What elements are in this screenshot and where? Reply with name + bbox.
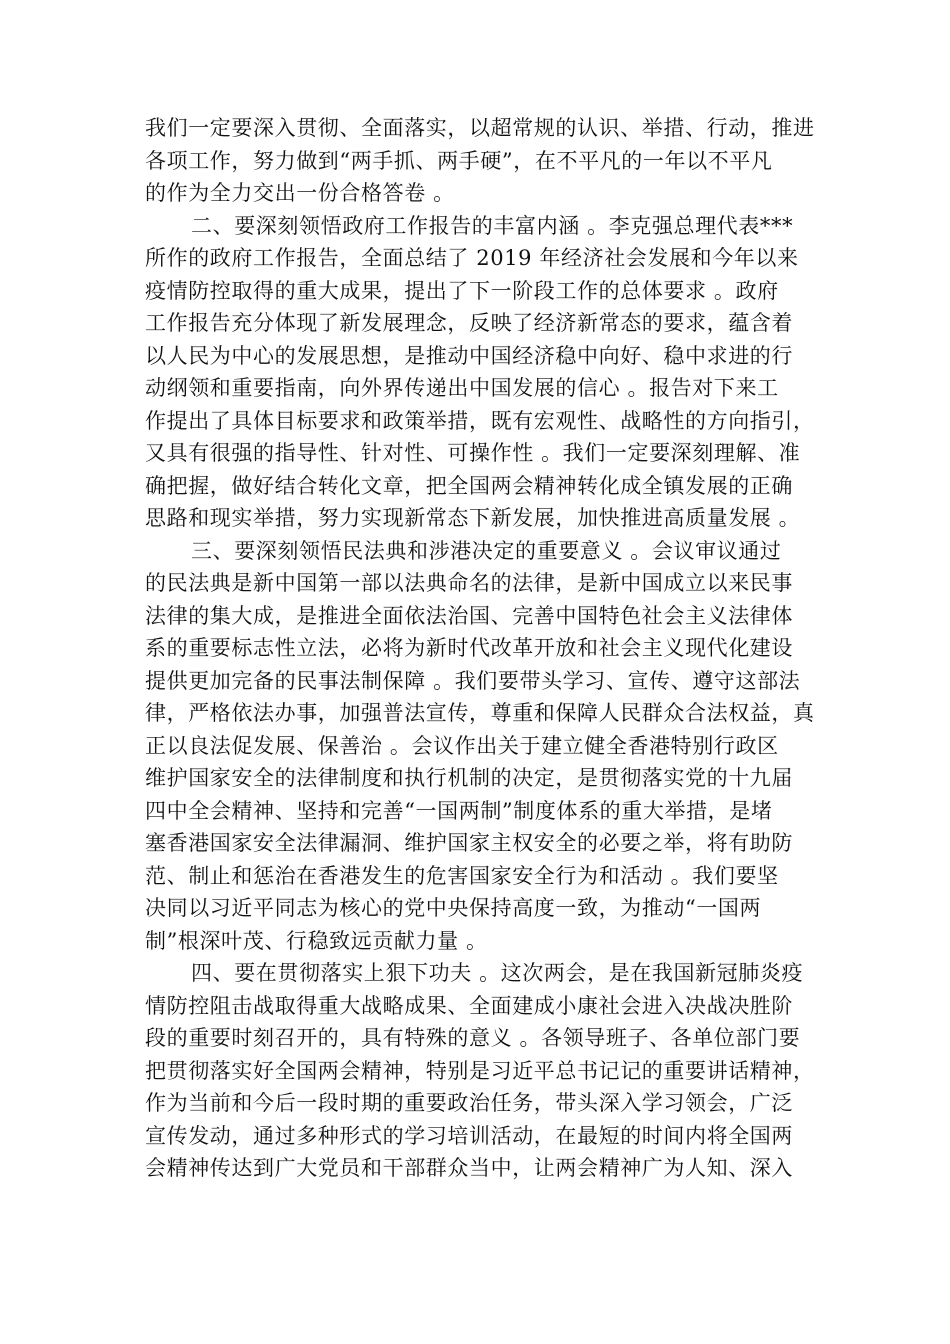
text-line: 会精神传达到广大党员和干部群众当中，让两会精神广为人知、深入 bbox=[145, 1156, 793, 1180]
paragraph-first-line: 四、要在贯彻落实上狠下功夫 。这次两会，是在我国新冠肺炎疫 bbox=[191, 961, 804, 985]
text-line: 段的重要时刻召开的，具有特殊的意义 。各领导班子、各单位部门要 bbox=[145, 1026, 801, 1050]
document-body-text bbox=[145, 112, 815, 1185]
text-line: 作提出了具体目标要求和政策举措，既有宏观性、战略性的方向指引， bbox=[145, 408, 815, 433]
text-line: 宣传发动，通过多种形式的学习培训活动，在最短的时间内将全国两 bbox=[145, 1123, 793, 1148]
text-line: 的民法典是新中国第一部以法典命名的法律，是新中国成立以来民事 bbox=[145, 571, 793, 595]
text-line: 塞香港国家安全法律漏洞、维护国家主权安全的必要之举，将有助防 bbox=[145, 831, 793, 855]
text-line: 工作报告充分体现了新发展理念，反映了经济新常态的要求，蕴含着 bbox=[145, 311, 793, 335]
text-line: 又具有很强的指导性、针对性、可操作性 。我们一定要深刻理解、准 bbox=[145, 441, 801, 465]
text-line: 四中全会精神、坚持和完善“一国两制”制度体系的重大举措，是堵 bbox=[145, 798, 773, 823]
text-line: 动纲领和重要指南，向外界传递出中国发展的信心 。报告对下来工 bbox=[145, 376, 779, 400]
text-line: 情防控阻击战取得重大战略成果、全面建成小康社会进入决战决胜阶 bbox=[145, 993, 793, 1018]
text-line: 我们一定要深入贯彻、全面落实，以超常规的认识、举措、行动，推进 bbox=[145, 116, 815, 140]
text-line: 各项工作，努力做到“两手抓、两手硬”，在不平凡的一年以不平凡 bbox=[145, 148, 773, 173]
text-line: 正以良法促发展、保善治 。会议作出关于建立健全香港特别行政区 bbox=[145, 733, 779, 758]
text-line: 疫情防控取得的重大成果，提出了下一阶段工作的总体要求 。政府 bbox=[145, 278, 779, 303]
text-line: 作为当前和今后一段时期的重要政治任务，带头深入学习领会，广泛 bbox=[145, 1091, 793, 1115]
text-line: 思路和现实举措，努力实现新常态下新发展，加快推进高质量发展 。 bbox=[145, 506, 801, 530]
text-line: 法律的集大成，是推进全面依法治国、完善中国特色社会主义法律体 bbox=[145, 603, 793, 628]
text-line: 以人民为中心的发展思想，是推动中国经济稳中向好、稳中求进的行 bbox=[145, 343, 793, 368]
text-line: 的作为全力交出一份合格答卷 。 bbox=[145, 181, 455, 205]
text-line: 确把握，做好结合转化文章，把全国两会精神转化成全镇发展的正确 bbox=[145, 473, 793, 498]
text-line: 维护国家安全的法律制度和执行机制的决定，是贯彻落实党的十九届 bbox=[145, 766, 793, 790]
text-line: 把贯彻落实好全国两会精神，特别是习近平总书记记的重要讲话精神， bbox=[145, 1058, 815, 1083]
text-line: 所作的政府工作报告，全面总结了 2019 年经济社会发展和今年以来 bbox=[145, 246, 799, 270]
text-line: 提供更加完备的民事法制保障 。我们要带头学习、宣传、遵守这部法 bbox=[145, 668, 801, 693]
paragraph-first-line: 二、要深刻领悟政府工作报告的丰富内涵 。李克强总理代表*** bbox=[191, 213, 794, 238]
paragraph-first-line: 三、要深刻领悟民法典和涉港决定的重要意义 。会议审议通过 bbox=[191, 538, 782, 563]
text-line: 系的重要标志性立法，必将为新时代改革开放和社会主义现代化建设 bbox=[145, 636, 793, 660]
text-line: 制”根深叶茂、行稳致远贡献力量 。 bbox=[145, 928, 488, 953]
text-line: 决同以习近平同志为核心的党中央保持高度一致，为推动“一国两 bbox=[145, 896, 762, 920]
text-line: 律，严格依法办事，加强普法宣传，尊重和保障人民群众合法权益，真 bbox=[145, 701, 815, 725]
text-line: 范、制止和惩治在香港发生的危害国家安全行为和活动 。我们要坚 bbox=[145, 863, 779, 888]
